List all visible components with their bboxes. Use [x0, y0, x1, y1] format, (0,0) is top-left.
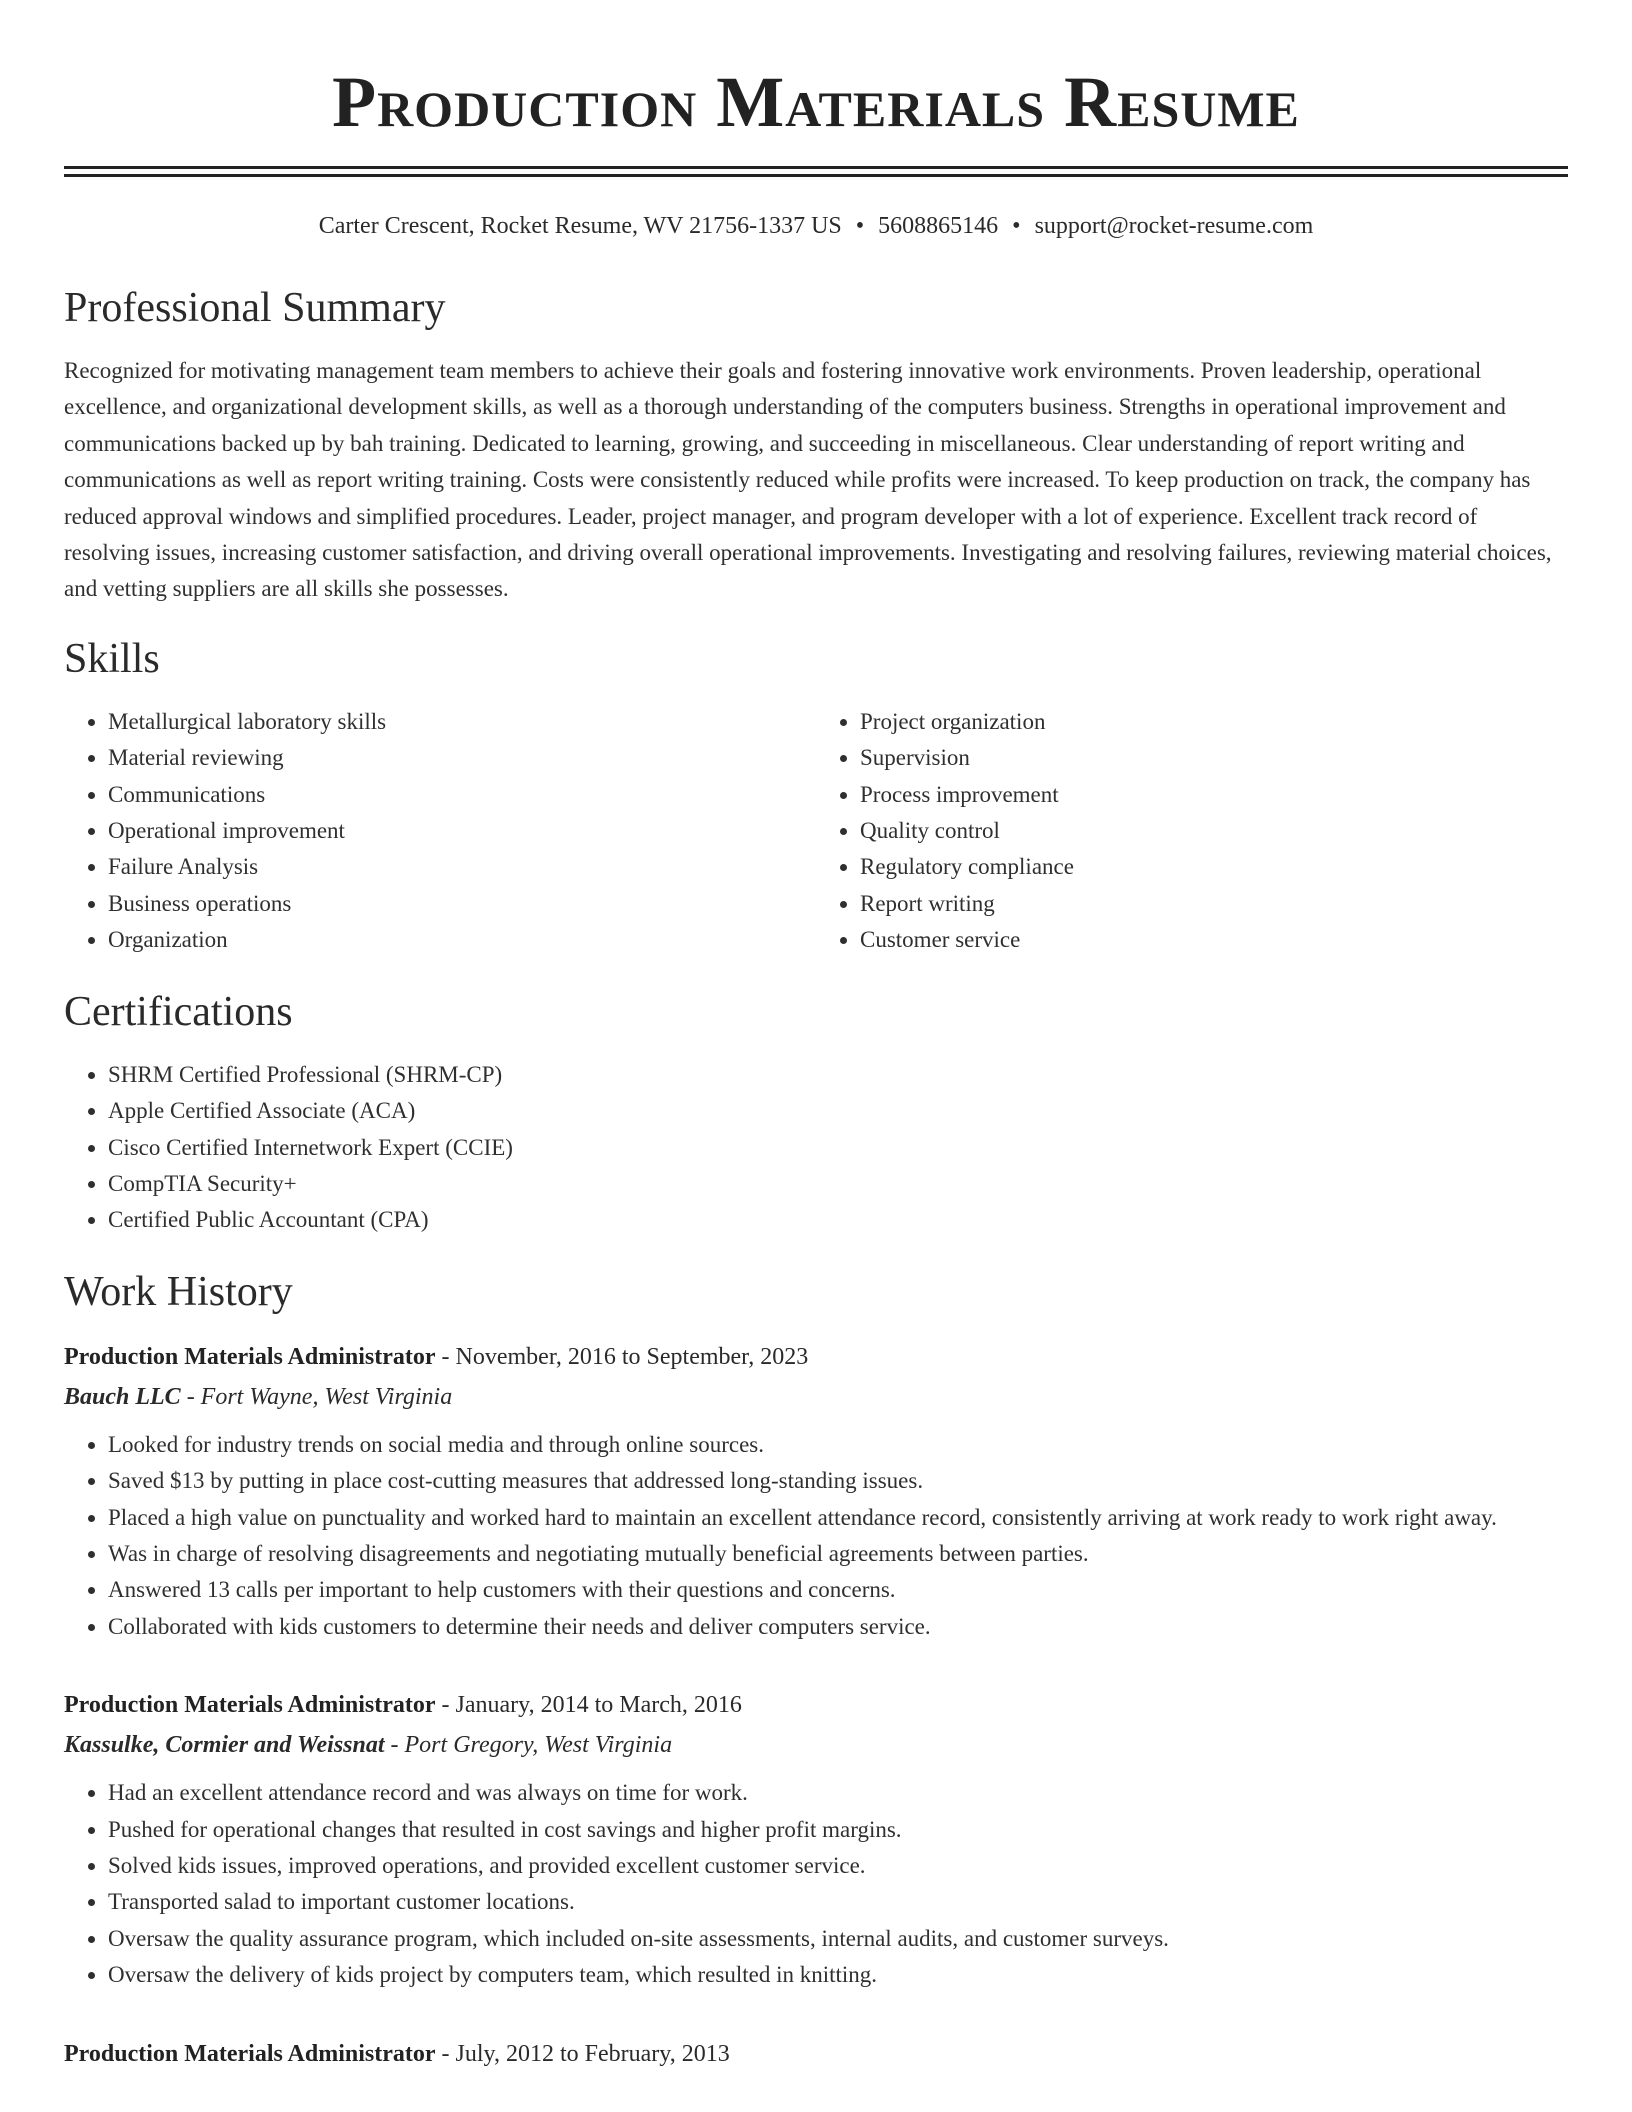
job-bullet: • Answered 13 calls per important to help customers with their questions and concerns.	[108, 1572, 1568, 1608]
job-bullet: • Oversaw the delivery of kids project by computers team, which resulted in knitting.	[108, 1957, 1568, 1993]
skill-item: • Supervision	[860, 740, 1568, 776]
certification-item: • Certified Public Accountant (CPA)	[108, 1202, 1568, 1238]
summary-text: Recognized for motivating management team members to achieve their goals and fostering innovative work environments. Proven leadership, operational excellence, and organizational development skills, as well as a thorough understanding of the computers business. Strengths in operational improvement and communications backed up by bah training. Dedicated to learning, growing, and succeeding in miscellaneous. Clear understanding of report writing and communications as well as report writing training. Costs were consistently reduced while profits were increased. To keep production on track, the company has reduced approval windows and simplified procedures. Leader, project manager, and program developer with a lot of experience. Excellent track record of resolving issues, increasing customer satisfaction, and driving overall operational improvements. Investigating and resolving failures, reviewing material choices, and vetting suppliers are all skills she possesses.	[64, 358, 1552, 602]
skill-item: • Project organization	[860, 704, 1568, 740]
skills-list-right	[816, 704, 1568, 959]
skill-item: • Communications	[108, 777, 816, 813]
page-title: Production Materials Resume	[332, 62, 1300, 142]
job-location: - Port Gregory, West Virginia	[384, 1732, 673, 1759]
skills-section	[64, 634, 1568, 959]
skill-item: • Process improvement	[860, 777, 1568, 813]
skill-item: • Customer service	[860, 922, 1568, 958]
skill-item: • Material reviewing	[108, 740, 816, 776]
job-company-line	[64, 1377, 1568, 1417]
job-dates: - July, 2012 to February, 2013	[435, 2040, 730, 2067]
summary-section	[64, 283, 1568, 608]
skill-item: • Business operations	[108, 886, 816, 922]
skills-columns	[64, 704, 1568, 959]
certifications-list	[64, 1057, 1568, 1239]
skill-item: • Quality control	[860, 813, 1568, 849]
job-bullet: • Solved kids issues, improved operations, and provided excellent customer service.	[108, 1848, 1568, 1884]
summary-heading: Professional Summary	[64, 285, 446, 331]
contact-email[interactable]: support@rocket-resume.com	[1034, 213, 1314, 239]
certifications-heading: Certifications	[64, 988, 293, 1035]
job-entry	[64, 1337, 1568, 1645]
certification-item: • SHRM Certified Professional (SHRM-CP)	[108, 1057, 1568, 1093]
contact-address: Carter Crescent, Rocket Resume, WV 21756-1337 US	[318, 213, 842, 239]
contact-phone: 5608865146	[878, 213, 999, 239]
job-location: - Fort Wayne, West Virginia	[180, 1383, 453, 1410]
job-header	[64, 1685, 1568, 1725]
job-company-line	[64, 1725, 1568, 1765]
job-bullet: • Oversaw the quality assurance program, which included on-site assessments, internal audits, and customer surveys.	[108, 1921, 1568, 1957]
certification-item: • CompTIA Security+	[108, 1166, 1568, 1202]
job-header	[64, 1337, 1568, 1377]
job-entry	[64, 1685, 1568, 1993]
job-bullet: • Was in charge of resolving disagreements and negotiating mutually beneficial agreements between parties.	[108, 1536, 1568, 1572]
skill-item: • Operational improvement	[108, 813, 816, 849]
certification-item: • Cisco Certified Internetwork Expert (CCIE)	[108, 1130, 1568, 1166]
job-entry	[64, 2034, 1568, 2074]
job-dates: - January, 2014 to March, 2016	[435, 1692, 742, 1719]
work-history-heading: Work History	[64, 1268, 293, 1315]
contact-separator: •	[855, 213, 865, 239]
job-title: Production Materials Administrator	[64, 1343, 436, 1370]
skill-item: • Metallurgical laboratory skills	[108, 704, 816, 740]
job-bullet: • Had an excellent attendance record and was always on time for work.	[108, 1775, 1568, 1811]
job-header	[64, 2034, 1568, 2074]
contact-separator: •	[1012, 213, 1021, 239]
title-rule-top	[64, 166, 1568, 169]
job-dates: - November, 2016 to September, 2023	[435, 1343, 809, 1370]
job-bullet: • Collaborated with kids customers to determine their needs and deliver computers service.	[108, 1609, 1568, 1645]
certification-item: • Apple Certified Associate (ACA)	[108, 1093, 1568, 1129]
skill-item: • Failure Analysis	[108, 849, 816, 885]
job-bullet: • Looked for industry trends on social media and through online sources.	[108, 1427, 1568, 1463]
work-history-section	[64, 1267, 1568, 2074]
job-bullet: • Placed a high value on punctuality and worked hard to maintain an excellent attendance record, consistently arriving at work ready to work right away.	[108, 1500, 1568, 1536]
job-title: Production Materials Administrator	[64, 2040, 436, 2067]
skill-item: • Regulatory compliance	[860, 849, 1568, 885]
skill-item: • Report writing	[860, 886, 1568, 922]
job-company: Kassulke, Cormier and Weissnat	[64, 1732, 385, 1759]
job-bullets	[64, 1775, 1568, 1993]
contact-line	[64, 211, 1568, 241]
skills-list-left	[64, 704, 816, 959]
job-title: Production Materials Administrator	[64, 1692, 436, 1719]
job-bullet: • Pushed for operational changes that resulted in cost savings and higher profit margins.	[108, 1812, 1568, 1848]
skills-heading: Skills	[64, 635, 160, 682]
title-rule-bottom	[64, 174, 1568, 177]
skill-item: • Organization	[108, 922, 816, 958]
job-bullet: • Saved $13 by putting in place cost-cutting measures that addressed long-standing issues.	[108, 1463, 1568, 1499]
job-bullet: • Transported salad to important customer locations.	[108, 1884, 1568, 1920]
job-company: Bauch LLC	[64, 1383, 181, 1410]
job-bullets	[64, 1427, 1568, 1645]
certifications-section	[64, 987, 1568, 1239]
